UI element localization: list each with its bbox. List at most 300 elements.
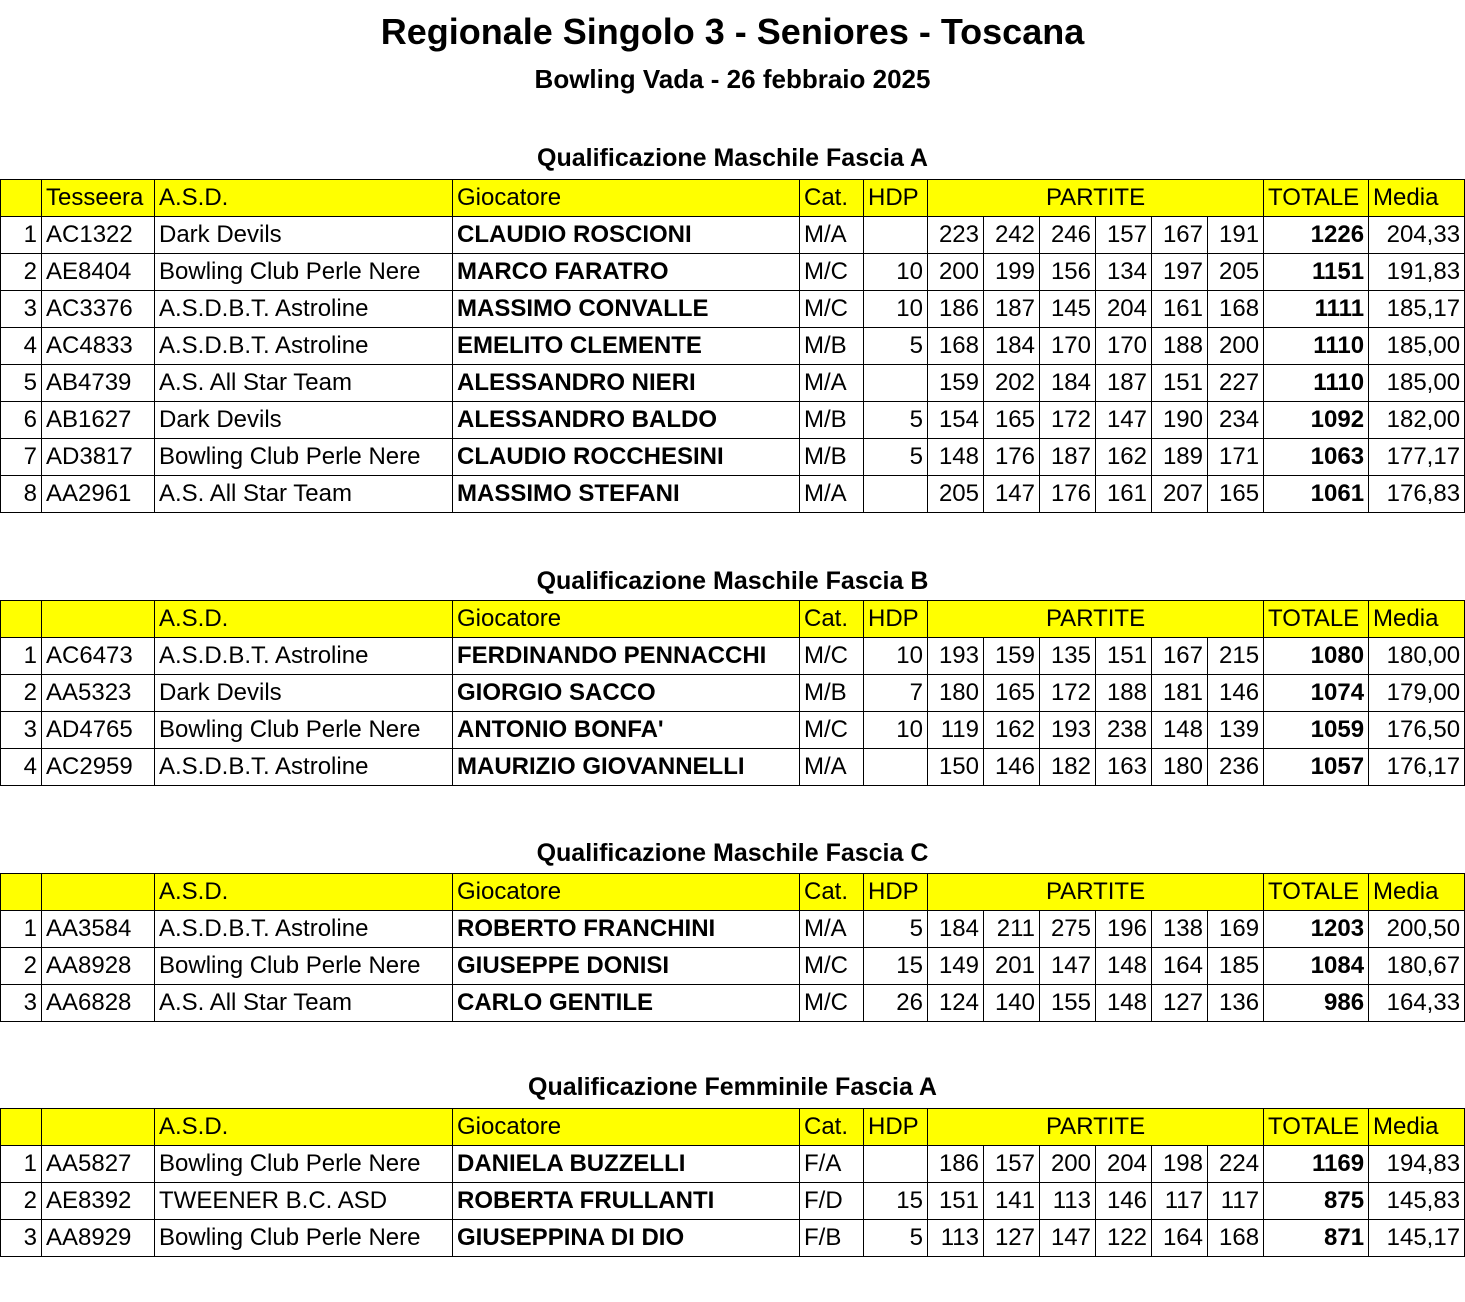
game-score-cell: 150 <box>928 749 984 786</box>
media-cell: 176,50 <box>1369 712 1465 749</box>
position-cell: 1 <box>1 638 42 675</box>
media-cell: 179,00 <box>1369 675 1465 712</box>
game-score-cell: 184 <box>928 911 984 948</box>
total-cell: 1074 <box>1264 675 1369 712</box>
col-header-tessera <box>42 601 155 638</box>
game-score-cell: 205 <box>1208 254 1264 291</box>
col-header-cat: Cat. <box>800 601 864 638</box>
col-header-tessera <box>42 874 155 911</box>
hdp-cell: 15 <box>864 1183 928 1220</box>
game-score-cell: 165 <box>984 675 1040 712</box>
game-score-cell: 165 <box>1208 476 1264 513</box>
media-cell: 204,33 <box>1369 217 1465 254</box>
game-score-cell: 223 <box>928 217 984 254</box>
media-cell: 185,00 <box>1369 328 1465 365</box>
game-score-cell: 168 <box>1208 291 1264 328</box>
position-cell: 3 <box>1 985 42 1022</box>
game-score-cell: 147 <box>1096 402 1152 439</box>
category-cell: M/C <box>800 948 864 985</box>
col-header-pos <box>1 180 42 217</box>
hdp-cell: 5 <box>864 402 928 439</box>
tessera-cell: AC6473 <box>42 638 155 675</box>
hdp-cell: 7 <box>864 675 928 712</box>
total-cell: 1110 <box>1264 328 1369 365</box>
game-score-cell: 148 <box>928 439 984 476</box>
game-score-cell: 207 <box>1152 476 1208 513</box>
game-score-cell: 215 <box>1208 638 1264 675</box>
total-cell: 1169 <box>1264 1146 1369 1183</box>
position-cell: 8 <box>1 476 42 513</box>
col-header-cat: Cat. <box>800 180 864 217</box>
table-row <box>1 365 1465 402</box>
position-cell: 4 <box>1 328 42 365</box>
col-header-totale: TOTALE <box>1264 874 1369 911</box>
position-cell: 3 <box>1 1220 42 1257</box>
position-cell: 4 <box>1 749 42 786</box>
category-cell: M/C <box>800 712 864 749</box>
asd-cell: A.S. All Star Team <box>155 365 453 402</box>
total-cell: 1111 <box>1264 291 1369 328</box>
player-cell: CLAUDIO ROCCHESINI <box>453 439 800 476</box>
game-score-cell: 149 <box>928 948 984 985</box>
col-header-media: Media <box>1369 1109 1465 1146</box>
asd-cell: Bowling Club Perle Nere <box>155 1146 453 1183</box>
game-score-cell: 162 <box>1096 439 1152 476</box>
tessera-cell: AC4833 <box>42 328 155 365</box>
game-score-cell: 188 <box>1152 328 1208 365</box>
asd-cell: Bowling Club Perle Nere <box>155 712 453 749</box>
total-cell: 1080 <box>1264 638 1369 675</box>
col-header-asd: A.S.D. <box>155 874 453 911</box>
game-score-cell: 193 <box>1040 712 1096 749</box>
table-row <box>1 402 1465 439</box>
game-score-cell: 168 <box>928 328 984 365</box>
player-cell: MAURIZIO GIOVANNELLI <box>453 749 800 786</box>
table-row <box>1 291 1465 328</box>
asd-cell: A.S.D.B.T. Astroline <box>155 291 453 328</box>
header-row <box>1 1109 1465 1146</box>
results-table <box>0 600 1465 786</box>
game-score-cell: 188 <box>1096 675 1152 712</box>
game-score-cell: 145 <box>1040 291 1096 328</box>
col-header-player: Giocatore <box>453 601 800 638</box>
table-row <box>1 217 1465 254</box>
tessera-cell: AA5323 <box>42 675 155 712</box>
game-score-cell: 167 <box>1152 217 1208 254</box>
asd-cell: Bowling Club Perle Nere <box>155 948 453 985</box>
asd-cell: Bowling Club Perle Nere <box>155 254 453 291</box>
category-cell: M/A <box>800 217 864 254</box>
player-cell: FERDINANDO PENNACCHI <box>453 638 800 675</box>
asd-cell: Dark Devils <box>155 217 453 254</box>
hdp-cell <box>864 476 928 513</box>
game-score-cell: 140 <box>984 985 1040 1022</box>
hdp-cell: 10 <box>864 291 928 328</box>
game-score-cell: 201 <box>984 948 1040 985</box>
game-score-cell: 148 <box>1096 948 1152 985</box>
game-score-cell: 184 <box>1040 365 1096 402</box>
tessera-cell: AA8928 <box>42 948 155 985</box>
game-score-cell: 167 <box>1152 638 1208 675</box>
game-score-cell: 141 <box>984 1183 1040 1220</box>
game-score-cell: 202 <box>984 365 1040 402</box>
col-header-media: Media <box>1369 874 1465 911</box>
game-score-cell: 162 <box>984 712 1040 749</box>
game-score-cell: 176 <box>1040 476 1096 513</box>
media-cell: 176,17 <box>1369 749 1465 786</box>
tessera-cell: AA2961 <box>42 476 155 513</box>
header-row <box>1 601 1465 638</box>
col-header-totale: TOTALE <box>1264 601 1369 638</box>
col-header-totale: TOTALE <box>1264 1109 1369 1146</box>
hdp-cell: 5 <box>864 1220 928 1257</box>
asd-cell: TWEENER B.C. ASD <box>155 1183 453 1220</box>
game-score-cell: 146 <box>1096 1183 1152 1220</box>
tessera-cell: AA3584 <box>42 911 155 948</box>
asd-cell: A.S. All Star Team <box>155 985 453 1022</box>
game-score-cell: 117 <box>1208 1183 1264 1220</box>
col-header-pos <box>1 874 42 911</box>
hdp-cell: 5 <box>864 439 928 476</box>
media-cell: 185,17 <box>1369 291 1465 328</box>
player-cell: EMELITO CLEMENTE <box>453 328 800 365</box>
game-score-cell: 151 <box>1152 365 1208 402</box>
game-score-cell: 122 <box>1096 1220 1152 1257</box>
category-cell: M/A <box>800 911 864 948</box>
total-cell: 871 <box>1264 1220 1369 1257</box>
game-score-cell: 246 <box>1040 217 1096 254</box>
game-score-cell: 127 <box>1152 985 1208 1022</box>
table-row <box>1 948 1465 985</box>
results-table <box>0 873 1465 1022</box>
tessera-cell: AA8929 <box>42 1220 155 1257</box>
player-cell: CLAUDIO ROSCIONI <box>453 217 800 254</box>
category-cell: M/B <box>800 402 864 439</box>
tessera-cell: AD4765 <box>42 712 155 749</box>
game-score-cell: 147 <box>1040 948 1096 985</box>
media-cell: 185,00 <box>1369 365 1465 402</box>
game-score-cell: 172 <box>1040 675 1096 712</box>
game-score-cell: 165 <box>984 402 1040 439</box>
game-score-cell: 205 <box>928 476 984 513</box>
table-row <box>1 1220 1465 1257</box>
col-header-player: Giocatore <box>453 1109 800 1146</box>
game-score-cell: 159 <box>984 638 1040 675</box>
category-cell: F/D <box>800 1183 864 1220</box>
results-table <box>0 1108 1465 1257</box>
hdp-cell: 10 <box>864 638 928 675</box>
hdp-cell: 10 <box>864 712 928 749</box>
tessera-cell: AC3376 <box>42 291 155 328</box>
media-cell: 177,17 <box>1369 439 1465 476</box>
player-cell: GIORGIO SACCO <box>453 675 800 712</box>
total-cell: 1057 <box>1264 749 1369 786</box>
total-cell: 1110 <box>1264 365 1369 402</box>
hdp-cell: 5 <box>864 911 928 948</box>
game-score-cell: 156 <box>1040 254 1096 291</box>
hdp-cell <box>864 365 928 402</box>
game-score-cell: 136 <box>1208 985 1264 1022</box>
player-cell: ALESSANDRO NIERI <box>453 365 800 402</box>
game-score-cell: 190 <box>1152 402 1208 439</box>
col-header-media: Media <box>1369 601 1465 638</box>
asd-cell: A.S.D.B.T. Astroline <box>155 911 453 948</box>
asd-cell: A.S.D.B.T. Astroline <box>155 328 453 365</box>
category-cell: M/C <box>800 291 864 328</box>
total-cell: 1203 <box>1264 911 1369 948</box>
game-score-cell: 148 <box>1096 985 1152 1022</box>
table-row <box>1 712 1465 749</box>
asd-cell: A.S. All Star Team <box>155 476 453 513</box>
game-score-cell: 197 <box>1152 254 1208 291</box>
category-cell: M/C <box>800 985 864 1022</box>
total-cell: 1063 <box>1264 439 1369 476</box>
position-cell: 1 <box>1 1146 42 1183</box>
position-cell: 2 <box>1 254 42 291</box>
col-header-partite: PARTITE <box>928 180 1264 217</box>
section-title: Qualificazione Maschile Fascia B <box>536 567 929 595</box>
table-row <box>1 254 1465 291</box>
game-score-cell: 157 <box>1096 217 1152 254</box>
media-cell: 182,00 <box>1369 402 1465 439</box>
game-score-cell: 157 <box>984 1146 1040 1183</box>
game-score-cell: 113 <box>928 1220 984 1257</box>
table-row <box>1 439 1465 476</box>
game-score-cell: 170 <box>1040 328 1096 365</box>
col-header-tessera <box>42 1109 155 1146</box>
game-score-cell: 176 <box>984 439 1040 476</box>
game-score-cell: 180 <box>928 675 984 712</box>
game-score-cell: 187 <box>1096 365 1152 402</box>
col-header-pos <box>1 601 42 638</box>
table-row <box>1 675 1465 712</box>
media-cell: 145,17 <box>1369 1220 1465 1257</box>
tessera-cell: AD3817 <box>42 439 155 476</box>
total-cell: 1061 <box>1264 476 1369 513</box>
col-header-asd: A.S.D. <box>155 601 453 638</box>
position-cell: 3 <box>1 712 42 749</box>
category-cell: M/A <box>800 365 864 402</box>
game-score-cell: 181 <box>1152 675 1208 712</box>
sub-title: Bowling Vada - 26 febbraio 2025 <box>534 64 931 94</box>
category-cell: M/A <box>800 749 864 786</box>
col-header-pos <box>1 1109 42 1146</box>
asd-cell: A.S.D.B.T. Astroline <box>155 749 453 786</box>
game-score-cell: 163 <box>1096 749 1152 786</box>
player-cell: ALESSANDRO BALDO <box>453 402 800 439</box>
col-header-partite: PARTITE <box>928 874 1264 911</box>
main-title: Regionale Singolo 3 - Seniores - Toscana <box>380 11 1085 52</box>
position-cell: 1 <box>1 217 42 254</box>
media-cell: 200,50 <box>1369 911 1465 948</box>
table-row <box>1 749 1465 786</box>
game-score-cell: 161 <box>1096 476 1152 513</box>
game-score-cell: 161 <box>1152 291 1208 328</box>
hdp-cell: 10 <box>864 254 928 291</box>
game-score-cell: 134 <box>1096 254 1152 291</box>
table-row <box>1 1183 1465 1220</box>
col-header-player: Giocatore <box>453 180 800 217</box>
tessera-cell: AE8392 <box>42 1183 155 1220</box>
hdp-cell <box>864 749 928 786</box>
game-score-cell: 211 <box>984 911 1040 948</box>
game-score-cell: 193 <box>928 638 984 675</box>
category-cell: F/A <box>800 1146 864 1183</box>
col-header-hdp: HDP <box>864 601 928 638</box>
asd-cell: Bowling Club Perle Nere <box>155 439 453 476</box>
section-title: Qualificazione Maschile Fascia C <box>536 839 929 867</box>
game-score-cell: 184 <box>984 328 1040 365</box>
game-score-cell: 155 <box>1040 985 1096 1022</box>
tessera-cell: AB4739 <box>42 365 155 402</box>
player-cell: GIUSEPPINA DI DIO <box>453 1220 800 1257</box>
table-row <box>1 985 1465 1022</box>
col-header-partite: PARTITE <box>928 601 1264 638</box>
game-score-cell: 200 <box>928 254 984 291</box>
game-score-cell: 238 <box>1096 712 1152 749</box>
hdp-cell: 15 <box>864 948 928 985</box>
player-cell: MASSIMO STEFANI <box>453 476 800 513</box>
col-header-asd: A.S.D. <box>155 1109 453 1146</box>
game-score-cell: 187 <box>984 291 1040 328</box>
player-cell: CARLO GENTILE <box>453 985 800 1022</box>
game-score-cell: 168 <box>1208 1220 1264 1257</box>
media-cell: 180,67 <box>1369 948 1465 985</box>
player-cell: MASSIMO CONVALLE <box>453 291 800 328</box>
game-score-cell: 164 <box>1152 1220 1208 1257</box>
game-score-cell: 186 <box>928 1146 984 1183</box>
col-header-hdp: HDP <box>864 874 928 911</box>
game-score-cell: 227 <box>1208 365 1264 402</box>
game-score-cell: 159 <box>928 365 984 402</box>
header-row <box>1 874 1465 911</box>
game-score-cell: 275 <box>1040 911 1096 948</box>
game-score-cell: 234 <box>1208 402 1264 439</box>
tessera-cell: AA5827 <box>42 1146 155 1183</box>
media-cell: 164,33 <box>1369 985 1465 1022</box>
total-cell: 1226 <box>1264 217 1369 254</box>
game-score-cell: 170 <box>1096 328 1152 365</box>
game-score-cell: 147 <box>984 476 1040 513</box>
media-cell: 180,00 <box>1369 638 1465 675</box>
results-table <box>0 179 1465 513</box>
game-score-cell: 147 <box>1040 1220 1096 1257</box>
col-header-partite: PARTITE <box>928 1109 1264 1146</box>
media-cell: 191,83 <box>1369 254 1465 291</box>
game-score-cell: 242 <box>984 217 1040 254</box>
game-score-cell: 204 <box>1096 1146 1152 1183</box>
category-cell: M/A <box>800 476 864 513</box>
table-row <box>1 638 1465 675</box>
game-score-cell: 224 <box>1208 1146 1264 1183</box>
col-header-media: Media <box>1369 180 1465 217</box>
total-cell: 986 <box>1264 985 1369 1022</box>
media-cell: 194,83 <box>1369 1146 1465 1183</box>
tessera-cell: AE8404 <box>42 254 155 291</box>
table-row <box>1 911 1465 948</box>
game-score-cell: 236 <box>1208 749 1264 786</box>
position-cell: 2 <box>1 1183 42 1220</box>
total-cell: 875 <box>1264 1183 1369 1220</box>
header-row <box>1 180 1465 217</box>
position-cell: 1 <box>1 911 42 948</box>
category-cell: M/C <box>800 638 864 675</box>
hdp-cell <box>864 1146 928 1183</box>
position-cell: 5 <box>1 365 42 402</box>
game-score-cell: 187 <box>1040 439 1096 476</box>
total-cell: 1151 <box>1264 254 1369 291</box>
col-header-asd: A.S.D. <box>155 180 453 217</box>
game-score-cell: 200 <box>1040 1146 1096 1183</box>
game-score-cell: 151 <box>928 1183 984 1220</box>
asd-cell: Dark Devils <box>155 675 453 712</box>
game-score-cell: 117 <box>1152 1183 1208 1220</box>
game-score-cell: 189 <box>1152 439 1208 476</box>
game-score-cell: 113 <box>1040 1183 1096 1220</box>
hdp-cell: 5 <box>864 328 928 365</box>
tessera-cell: AA6828 <box>42 985 155 1022</box>
asd-cell: A.S.D.B.T. Astroline <box>155 638 453 675</box>
total-cell: 1092 <box>1264 402 1369 439</box>
asd-cell: Dark Devils <box>155 402 453 439</box>
game-score-cell: 191 <box>1208 217 1264 254</box>
hdp-cell: 26 <box>864 985 928 1022</box>
col-header-hdp: HDP <box>864 1109 928 1146</box>
position-cell: 2 <box>1 948 42 985</box>
tessera-cell: AC1322 <box>42 217 155 254</box>
game-score-cell: 198 <box>1152 1146 1208 1183</box>
game-score-cell: 139 <box>1208 712 1264 749</box>
table-row <box>1 328 1465 365</box>
table-row <box>1 1146 1465 1183</box>
player-cell: MARCO FARATRO <box>453 254 800 291</box>
total-cell: 1059 <box>1264 712 1369 749</box>
tessera-cell: AC2959 <box>42 749 155 786</box>
col-header-cat: Cat. <box>800 1109 864 1146</box>
game-score-cell: 204 <box>1096 291 1152 328</box>
media-cell: 145,83 <box>1369 1183 1465 1220</box>
section-title: Qualificazione Maschile Fascia A <box>537 144 928 172</box>
game-score-cell: 185 <box>1208 948 1264 985</box>
game-score-cell: 169 <box>1208 911 1264 948</box>
category-cell: M/B <box>800 328 864 365</box>
col-header-hdp: HDP <box>864 180 928 217</box>
media-cell: 176,83 <box>1369 476 1465 513</box>
game-score-cell: 119 <box>928 712 984 749</box>
asd-cell: Bowling Club Perle Nere <box>155 1220 453 1257</box>
game-score-cell: 164 <box>1152 948 1208 985</box>
table-row <box>1 476 1465 513</box>
total-cell: 1084 <box>1264 948 1369 985</box>
game-score-cell: 186 <box>928 291 984 328</box>
game-score-cell: 154 <box>928 402 984 439</box>
category-cell: M/C <box>800 254 864 291</box>
category-cell: M/B <box>800 439 864 476</box>
game-score-cell: 180 <box>1152 749 1208 786</box>
position-cell: 7 <box>1 439 42 476</box>
game-score-cell: 182 <box>1040 749 1096 786</box>
game-score-cell: 151 <box>1096 638 1152 675</box>
player-cell: ROBERTO FRANCHINI <box>453 911 800 948</box>
player-cell: GIUSEPPE DONISI <box>453 948 800 985</box>
category-cell: F/B <box>800 1220 864 1257</box>
section-title: Qualificazione Femminile Fascia A <box>528 1073 937 1101</box>
game-score-cell: 146 <box>984 749 1040 786</box>
tessera-cell: AB1627 <box>42 402 155 439</box>
game-score-cell: 199 <box>984 254 1040 291</box>
game-score-cell: 138 <box>1152 911 1208 948</box>
game-score-cell: 127 <box>984 1220 1040 1257</box>
